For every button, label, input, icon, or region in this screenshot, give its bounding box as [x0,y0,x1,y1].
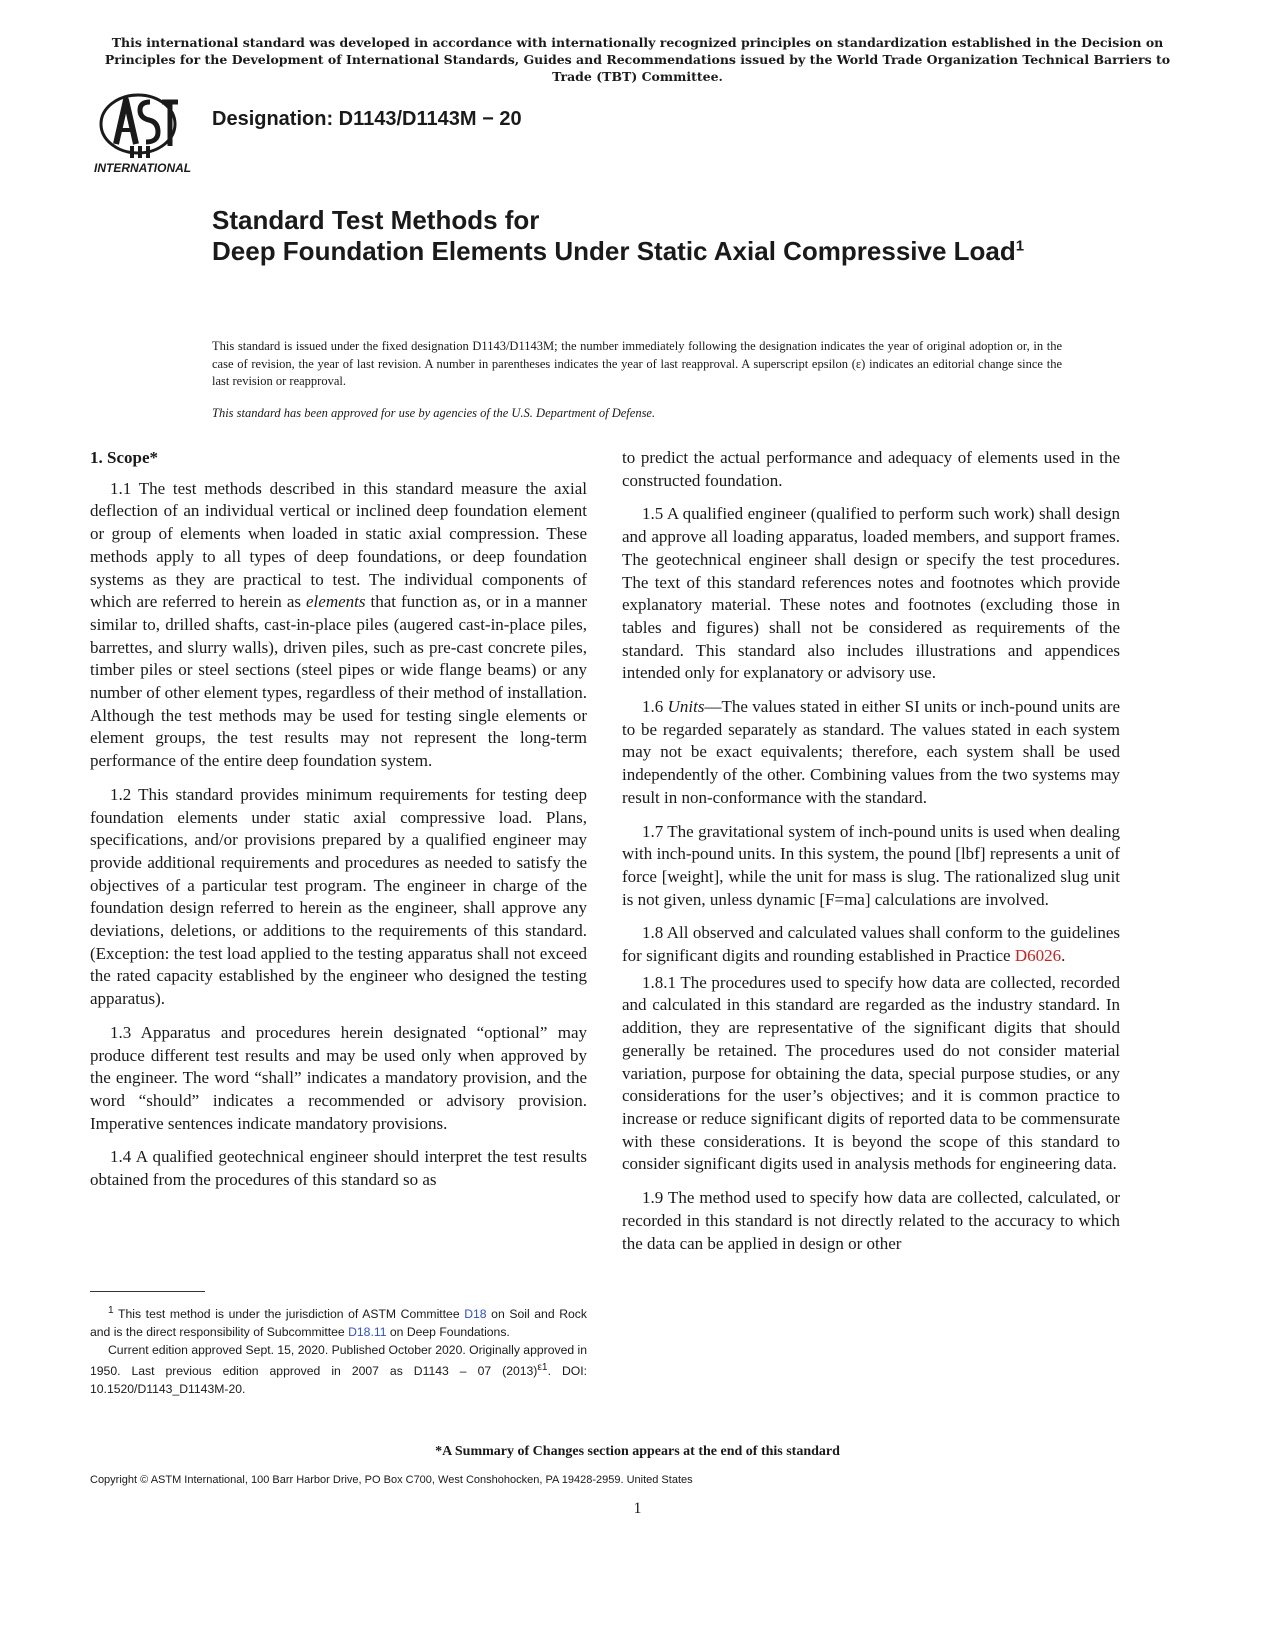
para-1-1 [90,478,587,773]
para-1-8-text: 1.8 All observed and calculated values shall conform to the guidelines for significant digits and rounding established in Practice [622,923,1120,966]
para-1-1-text-b: that function as, or in a manner similar to, drilled shafts, cast-in-place piles (augered cast-in-place piles, barrettes, and slurry walls), driven piles, such as pre-cast concrete piles, timber piles or steel sections (steel pipes or wide flange beams) or any number of other element types, regardless of their method of installation. Although the test methods may be used for testing single elements or element groups, the test results may not represent the long-term performance of the entire deep foundation system. [90,592,588,771]
page-number: 1 [633,1500,642,1517]
committee-d18-link[interactable]: D18 [464,1307,487,1322]
para-1-6-emphasis: Units [667,697,705,717]
para-1-8-period: . [1061,946,1066,966]
right-column [622,447,1120,1266]
title-footnote-mark: 1 [1015,237,1025,255]
para-1-6 [622,696,1120,810]
copyright: Copyright © ASTM International, 100 Barr Harbor Drive, PO Box C700, West Conshohocken, PA 19428-2959. United States [90,1474,693,1486]
summary-of-changes-note: *A Summary of Changes section appears at the end of this standard [435,1444,840,1459]
title-line-1: Standard Test Methods for [212,205,540,235]
para-1-4: 1.4 A qualified geotechnical engineer should interpret the test results obtained from the procedures of this standard so as [90,1147,587,1190]
issued-statement: This standard is issued under the fixed designation D1143/D1143M; the number immediately following the designation indicates the year of original adoption or, in the case of revision, the year of last revision. A number in parentheses indicates the year of last reapproval. A superscript epsilon (ε) indicates an editorial change since the last revision or reapproval. [212,339,1062,388]
footnote-jurisdiction [90,1302,587,1341]
footnote-mark: 1 [108,1305,114,1316]
footnote-text-b: on Soil and Rock and is the direct responsibility of Subcommittee [90,1307,587,1340]
left-column [90,447,587,1203]
document-title [212,205,1072,267]
astm-logo [92,86,198,176]
title-main: Deep Foundation Elements Under Static Axial Compressive Load [212,236,1016,266]
footnote-divider [90,1291,205,1292]
para-1-7: 1.7 The gravitational system of inch-pound units is used when dealing with inch-pound units. In this system, the pound [lbf] represents a unit of force [weight], while the unit for mass is slug. The rationalized slug unit is not given, unless dynamic [F=ma] calculations are involved. [622,821,1120,909]
footnote [90,1302,587,1398]
footnote-epsilon: ε1 [537,1362,548,1374]
section-heading-scope: 1. Scope* [90,448,158,467]
para-1-3: 1.3 Apparatus and procedures herein designated “optional” may produce different test results and may be used only when approved by the engineer. The word “shall” indicates a mandatory provision, and the word “should” indicates a recommended or advisory provision. Imperative sentences indicate mandatory provisions. [90,1022,587,1133]
para-1-4-continued: to predict the actual performance and adequacy of elements used in the constructed foundation. [622,448,1120,490]
footnote-text-a: This test method is under the jurisdiction of ASTM Committee [113,1307,465,1322]
subcommittee-d18-11-link[interactable]: D18.11 [348,1325,387,1340]
para-1-5: 1.5 A qualified engineer (qualified to perform such work) shall design and approve all loading apparatus, loaded members, and support frames. The geotechnical engineer shall design or specify the test procedures. The text of this standard references notes and footnotes which provide explanatory material. These notes and footnotes (excluding those in tables and figures) shall not be considered as requirements of the standard. This standard also includes illustrations and appendices intended only for explanatory or advisory use. [622,504,1120,683]
practice-d6026-link[interactable]: D6026 [1014,946,1062,966]
para-1-8-1: 1.8.1 The procedures used to specify how data are collected, recorded and calculated in this standard are regarded as the industry standard. In addition, they are representative of the significant digits that should generally be retained. The procedures used do not consider material variation, purpose for obtaining the data, special purpose studies, or any considerations for the user’s objectives; and it is common practice to increase or reduce significant digits of reported data to be commensurate with these considerations. It is beyond the scope of this standard to consider significant digits used in analysis methods for engineering data. [622,972,1120,1174]
para-1-6-text: —The values stated in either SI units or inch-pound units are to be regarded separately as standard. The values stated in each system may not be exact equivalents; therefore, each system shall be used independently of the other. Combining values from the two systems may result in non-conformance with the standard. [622,697,1120,807]
dod-statement: This standard has been approved for use by agencies of the U.S. Department of Defense. [212,406,656,420]
para-1-6-number: 1.6 [642,697,668,717]
astm-logo-icon [92,86,198,176]
title-line-2 [212,236,1072,267]
footnote-edition-text: Current edition approved Sept. 15, 2020. Published October 2020. Originally approved in 1950. Last previous edition approved in 2007 as D1143 – 07 (2013) [90,1343,588,1379]
para-1-1-emphasis: elements [306,592,366,612]
footnote-doi: . DOI: 10.1520/D1143_D1143M-20. [90,1364,588,1397]
para-1-1-text-a: 1.1 The test methods described in this standard measure the axial deflection of an individual vertical or inclined deep foundation element or group of elements when loaded in static axial compression. These methods apply to all types of deep foundations, or deep foundation systems as they are practical to test. The individual components of which are referred to herein as [90,478,587,612]
footnote-text-c: on Deep Foundations. [386,1325,510,1340]
designation: Designation: D1143/D1143M − 20 [212,108,522,130]
para-1-9: 1.9 The method used to specify how data are collected, calculated, or recorded in this standard is not directly related to the accuracy to which the data can be applied in design or other [622,1188,1120,1253]
para-1-2: 1.2 This standard provides minimum requirements for testing deep foundation elements under static axial compressive load. Plans, specifications, and/or provisions prepared by a qualified engineer may provide additional requirements and procedures as needed to satisfy the objectives of a particular test program. The engineer in charge of the foundation design referred to herein as the engineer, shall approve any deviations, deletions, or additions to the requirements of this standard. (Exception: the test load applied to the testing apparatus shall not exceed the rated capacity established by the engineer who designed the testing apparatus). [90,784,587,1009]
para-1-8 [622,922,1120,967]
wto-notice: This international standard was developed in accordance with internationally recognized principles on standardization established in the Decision on Principles for the Development of International Standards, Guides and Recommendations issued by the World Trade Organization Technical Barriers to Trade (TBT) Committee. [104,35,1171,84]
footnote-edition [90,1341,587,1398]
logo-text: INTERNATIONAL [94,161,192,175]
